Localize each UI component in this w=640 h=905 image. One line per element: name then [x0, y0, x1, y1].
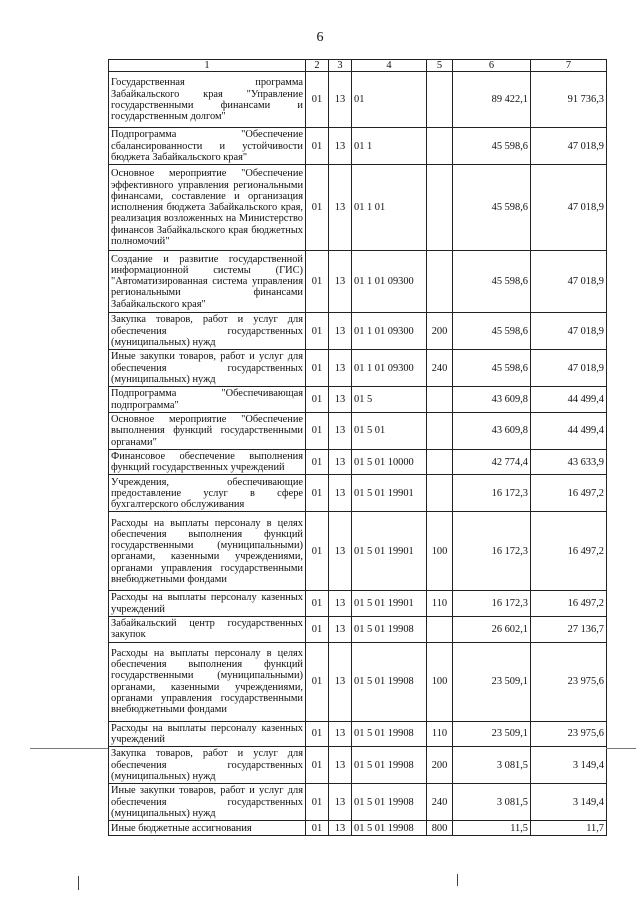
row-vr-cell: 100	[427, 512, 453, 591]
row-vr-cell: 110	[427, 721, 453, 747]
row-csr-cell: 01 5 01 19901	[352, 512, 427, 591]
row-vr-cell	[427, 72, 453, 128]
row-razdel-cell: 13	[329, 821, 352, 836]
row-year1-cell: 16 172,3	[453, 475, 531, 512]
row-glava-cell: 01	[306, 128, 329, 165]
header-col-3: 3	[329, 60, 352, 72]
row-csr-cell: 01 1	[352, 128, 427, 165]
row-csr-cell: 01 5 01 19908	[352, 642, 427, 721]
table-row	[109, 350, 607, 387]
row-name-cell: Подпрограмма "Обеспечивающая подпрограмма"	[109, 387, 306, 413]
row-razdel-cell: 13	[329, 350, 352, 387]
row-razdel-cell: 13	[329, 721, 352, 747]
row-razdel-cell: 13	[329, 642, 352, 721]
row-year2-cell: 47 018,9	[531, 251, 607, 313]
row-glava-cell: 01	[306, 591, 329, 617]
row-name-cell: Финансовое обеспечение выполнения функций государственных учреждений	[109, 449, 306, 475]
row-year2-cell: 16 497,2	[531, 475, 607, 512]
table-row	[109, 721, 607, 747]
row-vr-cell: 240	[427, 784, 453, 821]
row-razdel-cell: 13	[329, 784, 352, 821]
row-name-cell: Иные бюджетные ассигнования	[109, 821, 306, 836]
scan-tick-left	[78, 876, 79, 890]
table-row	[109, 821, 607, 836]
row-year2-cell: 47 018,9	[531, 165, 607, 251]
row-csr-cell: 01	[352, 72, 427, 128]
row-csr-cell: 01 5 01 19908	[352, 617, 427, 643]
row-name-cell: Расходы на выплаты персоналу в целях обеспечения выполнения функций государственными (муниципальными) органами, казенными учреждениями, органами управления государственными внебюджетными фондами	[109, 642, 306, 721]
table-row	[109, 387, 607, 413]
row-name-cell: Расходы на выплаты персоналу в целях обеспечения выполнения функций государственными (муниципальными) органами, казенными учреждениями, органами управления государственными внебюджетными фондами	[109, 512, 306, 591]
header-col-6: 6	[453, 60, 531, 72]
row-csr-cell: 01 5 01 19908	[352, 721, 427, 747]
row-razdel-cell: 13	[329, 165, 352, 251]
row-year2-cell: 47 018,9	[531, 350, 607, 387]
row-year2-cell: 43 633,9	[531, 449, 607, 475]
table-row	[109, 165, 607, 251]
row-razdel-cell: 13	[329, 449, 352, 475]
header-col-7: 7	[531, 60, 607, 72]
row-glava-cell: 01	[306, 512, 329, 591]
row-name-cell: Создание и развитие государственной информационной системы (ГИС) "Автоматизированная система управления региональными финансами Забайкальского края"	[109, 251, 306, 313]
row-vr-cell: 800	[427, 821, 453, 836]
row-name-cell: Основное мероприятие "Обеспечение эффективного управления региональными финансами, составление и организация исполнения бюджета Забайкальского края, реализация возложенных на Министерство финансов Забайкальского края бюджетных полномочий"	[109, 165, 306, 251]
row-year2-cell: 3 149,4	[531, 747, 607, 784]
row-vr-cell: 200	[427, 747, 453, 784]
row-razdel-cell: 13	[329, 475, 352, 512]
row-glava-cell: 01	[306, 412, 329, 449]
row-glava-cell: 01	[306, 617, 329, 643]
row-year1-cell: 23 509,1	[453, 721, 531, 747]
row-vr-cell	[427, 251, 453, 313]
row-vr-cell	[427, 475, 453, 512]
table-row	[109, 72, 607, 128]
row-glava-cell: 01	[306, 165, 329, 251]
row-razdel-cell: 13	[329, 512, 352, 591]
row-csr-cell: 01 1 01 09300	[352, 251, 427, 313]
row-csr-cell: 01 5 01 19901	[352, 475, 427, 512]
table-row	[109, 591, 607, 617]
row-name-cell: Государственная программа Забайкальского края "Управление государственными финансами и государственным долгом"	[109, 72, 306, 128]
row-vr-cell: 200	[427, 313, 453, 350]
row-glava-cell: 01	[306, 721, 329, 747]
row-csr-cell: 01 1 01 09300	[352, 350, 427, 387]
table-row	[109, 512, 607, 591]
row-name-cell: Иные закупки товаров, работ и услуг для обеспечения государственных (муниципальных) нужд	[109, 350, 306, 387]
row-csr-cell: 01 5 01 10000	[352, 449, 427, 475]
row-csr-cell: 01 1 01	[352, 165, 427, 251]
row-year1-cell: 43 609,8	[453, 387, 531, 413]
row-vr-cell	[427, 165, 453, 251]
table-header	[109, 60, 607, 72]
table-row	[109, 747, 607, 784]
row-year2-cell: 91 736,3	[531, 72, 607, 128]
row-year1-cell: 26 602,1	[453, 617, 531, 643]
row-glava-cell: 01	[306, 313, 329, 350]
row-csr-cell: 01 5 01 19908	[352, 747, 427, 784]
row-glava-cell: 01	[306, 350, 329, 387]
scan-tick-center	[457, 874, 458, 886]
scan-edge-mark-left	[30, 748, 108, 749]
row-name-cell: Иные закупки товаров, работ и услуг для обеспечения государственных (муниципальных) нужд	[109, 784, 306, 821]
row-glava-cell: 01	[306, 387, 329, 413]
row-csr-cell: 01 5 01 19908	[352, 821, 427, 836]
row-year2-cell: 11,7	[531, 821, 607, 836]
table-row	[109, 617, 607, 643]
row-razdel-cell: 13	[329, 313, 352, 350]
row-vr-cell	[427, 617, 453, 643]
row-razdel-cell: 13	[329, 72, 352, 128]
row-year2-cell: 16 497,2	[531, 591, 607, 617]
row-csr-cell: 01 5	[352, 387, 427, 413]
row-csr-cell: 01 5 01	[352, 412, 427, 449]
row-year1-cell: 11,5	[453, 821, 531, 836]
row-vr-cell	[427, 128, 453, 165]
row-vr-cell	[427, 412, 453, 449]
row-year2-cell: 44 499,4	[531, 412, 607, 449]
row-csr-cell: 01 5 01 19901	[352, 591, 427, 617]
header-col-5: 5	[427, 60, 453, 72]
row-year1-cell: 23 509,1	[453, 642, 531, 721]
row-glava-cell: 01	[306, 784, 329, 821]
row-year1-cell: 45 598,6	[453, 313, 531, 350]
row-razdel-cell: 13	[329, 387, 352, 413]
row-name-cell: Забайкальский центр государственных закупок	[109, 617, 306, 643]
row-vr-cell: 240	[427, 350, 453, 387]
row-glava-cell: 01	[306, 251, 329, 313]
row-year1-cell: 16 172,3	[453, 591, 531, 617]
row-name-cell: Учреждения, обеспечивающие предоставление услуг в сфере бухгалтерского обслуживания	[109, 475, 306, 512]
row-year1-cell: 42 774,4	[453, 449, 531, 475]
row-year1-cell: 45 598,6	[453, 350, 531, 387]
row-year1-cell: 45 598,6	[453, 128, 531, 165]
row-year1-cell: 16 172,3	[453, 512, 531, 591]
row-razdel-cell: 13	[329, 412, 352, 449]
table-row	[109, 475, 607, 512]
row-year1-cell: 43 609,8	[453, 412, 531, 449]
row-year1-cell: 45 598,6	[453, 251, 531, 313]
row-vr-cell	[427, 387, 453, 413]
row-glava-cell: 01	[306, 449, 329, 475]
row-razdel-cell: 13	[329, 617, 352, 643]
row-vr-cell: 100	[427, 642, 453, 721]
table-row	[109, 313, 607, 350]
row-razdel-cell: 13	[329, 747, 352, 784]
row-year1-cell: 3 081,5	[453, 747, 531, 784]
row-glava-cell: 01	[306, 475, 329, 512]
row-year1-cell: 45 598,6	[453, 165, 531, 251]
table-row	[109, 412, 607, 449]
row-name-cell: Расходы на выплаты персоналу казенных учреждений	[109, 591, 306, 617]
table-row	[109, 642, 607, 721]
row-name-cell: Расходы на выплаты персоналу казенных учреждений	[109, 721, 306, 747]
row-csr-cell: 01 5 01 19908	[352, 784, 427, 821]
scan-edge-mark-right	[606, 748, 636, 749]
row-glava-cell: 01	[306, 642, 329, 721]
row-year2-cell: 27 136,7	[531, 617, 607, 643]
header-col-4: 4	[352, 60, 427, 72]
header-col-1: 1	[109, 60, 306, 72]
row-year1-cell: 3 081,5	[453, 784, 531, 821]
row-name-cell: Основное мероприятие "Обеспечение выполнения функций государственными органами"	[109, 412, 306, 449]
row-name-cell: Подпрограмма "Обеспечение сбалансированности и устойчивости бюджета Забайкальского края"	[109, 128, 306, 165]
row-name-cell: Закупка товаров, работ и услуг для обеспечения государственных (муниципальных) нужд	[109, 313, 306, 350]
row-glava-cell: 01	[306, 747, 329, 784]
row-year2-cell: 23 975,6	[531, 721, 607, 747]
row-vr-cell	[427, 449, 453, 475]
row-year2-cell: 47 018,9	[531, 313, 607, 350]
row-year2-cell: 47 018,9	[531, 128, 607, 165]
row-year2-cell: 16 497,2	[531, 512, 607, 591]
table-row	[109, 784, 607, 821]
row-glava-cell: 01	[306, 72, 329, 128]
row-name-cell: Закупка товаров, работ и услуг для обеспечения государственных (муниципальных) нужд	[109, 747, 306, 784]
row-glava-cell: 01	[306, 821, 329, 836]
table-row	[109, 128, 607, 165]
row-year2-cell: 3 149,4	[531, 784, 607, 821]
page-number: 6	[316, 30, 324, 45]
budget-table	[108, 59, 607, 836]
row-vr-cell: 110	[427, 591, 453, 617]
row-csr-cell: 01 1 01 09300	[352, 313, 427, 350]
table-body	[109, 72, 607, 836]
row-year1-cell: 89 422,1	[453, 72, 531, 128]
table-row	[109, 251, 607, 313]
row-year2-cell: 44 499,4	[531, 387, 607, 413]
header-col-2: 2	[306, 60, 329, 72]
table-row	[109, 449, 607, 475]
row-razdel-cell: 13	[329, 251, 352, 313]
row-year2-cell: 23 975,6	[531, 642, 607, 721]
row-razdel-cell: 13	[329, 591, 352, 617]
row-razdel-cell: 13	[329, 128, 352, 165]
